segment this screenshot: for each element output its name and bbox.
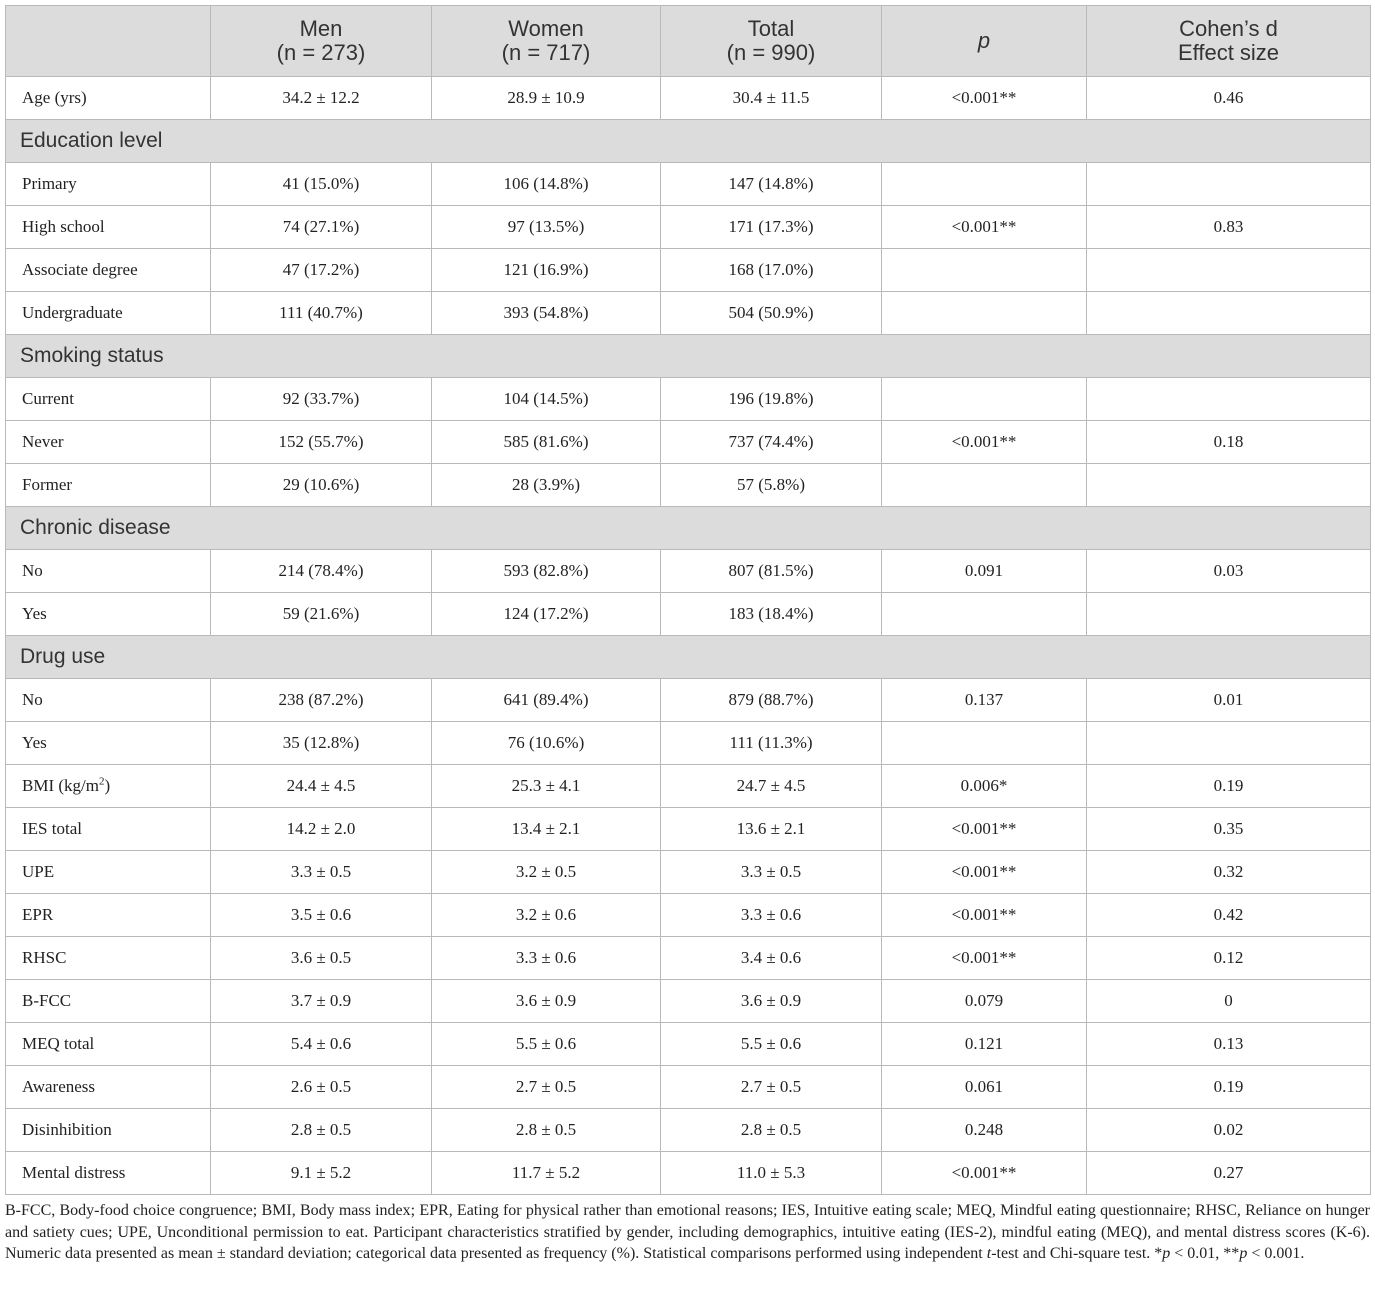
cell-effect-size [1087,464,1371,507]
cell-effect-size: 0.01 [1087,679,1371,722]
section-row [6,636,1371,679]
effect-line1: Cohen’s d [1179,16,1278,41]
table-row [6,550,1371,593]
header-p [882,6,1087,77]
cell-effect-size: 0.83 [1087,206,1371,249]
cell-effect-size: 0.46 [1087,77,1371,120]
table-row [6,851,1371,894]
cell-men: 29 (10.6%) [211,464,432,507]
cell-effect-size: 0.18 [1087,421,1371,464]
footnote-text: < 0.001. [1247,1245,1305,1262]
total-n: (n = 990) [726,40,816,65]
cell-p-value [882,163,1087,206]
table-row [6,1066,1371,1109]
row-label [6,808,211,851]
cell-men: 24.4 ± 4.5 [211,765,432,808]
men-n: (n = 273) [276,40,366,65]
cell-total: 3.4 ± 0.6 [661,937,882,980]
cell-effect-size: 0.35 [1087,808,1371,851]
row-label-text: UPE [22,862,55,881]
cell-men: 74 (27.1%) [211,206,432,249]
cell-effect-size: 0.19 [1087,765,1371,808]
row-label [6,1023,211,1066]
row-label-text: EPR [22,905,54,924]
row-label [6,249,211,292]
row-label [6,1066,211,1109]
table-row [6,808,1371,851]
cell-women: 106 (14.8%) [432,163,661,206]
table-header [6,6,1371,77]
cell-women: 11.7 ± 5.2 [432,1152,661,1195]
table-row [6,464,1371,507]
cell-p-value [882,292,1087,335]
row-label-text: Current [22,389,74,408]
cell-total: 879 (88.7%) [661,679,882,722]
cell-total: 504 (50.9%) [661,292,882,335]
row-label-text: RHSC [22,948,67,967]
cell-total: 2.7 ± 0.5 [661,1066,882,1109]
cell-p-value: 0.137 [882,679,1087,722]
cell-men: 5.4 ± 0.6 [211,1023,432,1066]
cell-total: 196 (19.8%) [661,378,882,421]
cell-men: 14.2 ± 2.0 [211,808,432,851]
cell-effect-size: 0.32 [1087,851,1371,894]
cell-effect-size: 0.42 [1087,894,1371,937]
cell-p-value: 0.061 [882,1066,1087,1109]
footnote-t: t [986,1245,992,1262]
cell-men: 34.2 ± 12.2 [211,77,432,120]
row-label [6,206,211,249]
row-label-text: Disinhibition [22,1120,112,1139]
section-heading: Chronic disease [6,507,1371,550]
cell-men: 92 (33.7%) [211,378,432,421]
cell-women: 28.9 ± 10.9 [432,77,661,120]
section-heading: Education level [6,120,1371,163]
cell-women: 28 (3.9%) [432,464,661,507]
cell-women: 2.7 ± 0.5 [432,1066,661,1109]
cell-total: 168 (17.0%) [661,249,882,292]
table-row [6,980,1371,1023]
row-label [6,292,211,335]
row-label-text: Age (yrs) [22,88,87,107]
cell-total: 3.6 ± 0.9 [661,980,882,1023]
row-label [6,550,211,593]
row-label [6,679,211,722]
section-row [6,507,1371,550]
cell-total: 807 (81.5%) [661,550,882,593]
row-label-text: BMI (kg/m [22,776,99,795]
row-label-text: Mental distress [22,1163,126,1182]
cell-p-value: 0.121 [882,1023,1087,1066]
cell-total: 171 (17.3%) [661,206,882,249]
row-label [6,851,211,894]
cell-women: 3.6 ± 0.9 [432,980,661,1023]
row-label-text: Undergraduate [22,303,123,322]
row-label [6,77,211,120]
cell-p-value: <0.001** [882,851,1087,894]
row-label [6,765,211,808]
cell-men: 3.5 ± 0.6 [211,894,432,937]
cell-effect-size: 0 [1087,980,1371,1023]
cell-women: 104 (14.5%) [432,378,661,421]
cell-total: 30.4 ± 11.5 [661,77,882,120]
cell-men: 3.6 ± 0.5 [211,937,432,980]
women-label: Women [508,16,584,41]
cell-women: 124 (17.2%) [432,593,661,636]
table-row [6,1109,1371,1152]
cell-p-value: 0.079 [882,980,1087,1023]
cell-p-value [882,249,1087,292]
cell-women: 121 (16.9%) [432,249,661,292]
table-container [5,5,1370,1195]
row-label-text: ) [104,776,111,795]
cell-effect-size [1087,249,1371,292]
cell-total: 13.6 ± 2.1 [661,808,882,851]
header-row [6,6,1371,77]
row-label-text: Primary [22,174,77,193]
cell-men: 214 (78.4%) [211,550,432,593]
row-label [6,1152,211,1195]
table-row [6,421,1371,464]
row-label-text: IES total [22,819,82,838]
row-label [6,378,211,421]
row-label [6,421,211,464]
cell-men: 152 (55.7%) [211,421,432,464]
footnote-text: B-FCC, Body-food choice congruence; BMI, Body mass index; EPR, Eating for physical rather than emotional reasons; IES, Intuitive eating scale; MEQ, Mindful eating questionnaire; RHSC, Reliance on hunger and satiety cues; UPE, Unconditional permission to eat. Participant characteristics stratified by gender, including demographics, intuitive eating (IES-2), mindful eating (MEQ), and mental distress scores (K-6). Numeric data presented as mean ± standard deviation; categorical data presented as frequency (%). Statistical comparisons performed using independent [5,1202,1370,1262]
cell-men: 35 (12.8%) [211,722,432,765]
cell-women: 2.8 ± 0.5 [432,1109,661,1152]
footnote-text: < 0.01, ** [1170,1245,1240,1262]
table-row [6,1023,1371,1066]
cell-total: 147 (14.8%) [661,163,882,206]
table-row [6,894,1371,937]
cell-women: 585 (81.6%) [432,421,661,464]
row-label-text: Never [22,432,64,451]
header-total [661,6,882,77]
total-label: Total [747,16,795,41]
cell-men: 59 (21.6%) [211,593,432,636]
cell-men: 111 (40.7%) [211,292,432,335]
row-label-text: MEQ total [22,1034,95,1053]
cell-effect-size [1087,722,1371,765]
cell-effect-size: 0.03 [1087,550,1371,593]
row-label [6,464,211,507]
cell-effect-size [1087,163,1371,206]
row-label [6,1109,211,1152]
p-label: p [977,28,991,53]
row-label [6,722,211,765]
section-heading: Drug use [6,636,1371,679]
cell-total: 183 (18.4%) [661,593,882,636]
row-label-text: B-FCC [22,991,72,1010]
row-label [6,593,211,636]
header-women [432,6,661,77]
effect-line2: Effect size [1177,40,1280,65]
header-men [211,6,432,77]
cell-men: 3.3 ± 0.5 [211,851,432,894]
cell-women: 97 (13.5%) [432,206,661,249]
cell-effect-size [1087,378,1371,421]
table-row [6,292,1371,335]
cell-p-value: 0.248 [882,1109,1087,1152]
row-label [6,937,211,980]
cell-women: 76 (10.6%) [432,722,661,765]
row-label-text: Associate degree [22,260,138,279]
cell-men: 2.6 ± 0.5 [211,1066,432,1109]
row-label-text: No [22,690,43,709]
cell-men: 41 (15.0%) [211,163,432,206]
cell-total: 3.3 ± 0.6 [661,894,882,937]
cell-p-value [882,593,1087,636]
cell-effect-size: 0.12 [1087,937,1371,980]
table-row [6,593,1371,636]
cell-women: 3.3 ± 0.6 [432,937,661,980]
footnote-p: p [1239,1245,1248,1262]
cell-women: 3.2 ± 0.6 [432,894,661,937]
cell-p-value: <0.001** [882,937,1087,980]
cell-men: 9.1 ± 5.2 [211,1152,432,1195]
cell-p-value: <0.001** [882,1152,1087,1195]
cell-total: 5.5 ± 0.6 [661,1023,882,1066]
cell-effect-size: 0.27 [1087,1152,1371,1195]
row-label-superscript: 2 [98,775,105,788]
section-row [6,335,1371,378]
table-row [6,937,1371,980]
row-label-text: Awareness [22,1077,96,1096]
table-row [6,722,1371,765]
cell-effect-size: 0.19 [1087,1066,1371,1109]
cell-p-value: <0.001** [882,894,1087,937]
footnote-text: -test and Chi-square test. * [991,1245,1163,1262]
cell-p-value: <0.001** [882,421,1087,464]
table-row [6,206,1371,249]
row-label [6,894,211,937]
table-row [6,1152,1371,1195]
cell-total: 3.3 ± 0.5 [661,851,882,894]
cell-total: 111 (11.3%) [661,722,882,765]
footnote-p: p [1162,1245,1171,1262]
cell-total: 11.0 ± 5.3 [661,1152,882,1195]
table-row [6,378,1371,421]
table-row [6,249,1371,292]
section-heading: Smoking status [6,335,1371,378]
row-label-text: Yes [22,733,47,752]
women-n: (n = 717) [501,40,591,65]
cell-p-value [882,464,1087,507]
table-row [6,77,1371,120]
cell-p-value [882,378,1087,421]
cell-p-value: <0.001** [882,206,1087,249]
row-label-text: Former [22,475,73,494]
row-label [6,980,211,1023]
row-label-text: Yes [22,604,47,623]
cell-effect-size [1087,292,1371,335]
cell-effect-size: 0.13 [1087,1023,1371,1066]
cell-p-value: <0.001** [882,77,1087,120]
cell-total: 2.8 ± 0.5 [661,1109,882,1152]
table-row [6,765,1371,808]
cell-women: 393 (54.8%) [432,292,661,335]
cell-p-value: 0.006* [882,765,1087,808]
cell-men: 2.8 ± 0.5 [211,1109,432,1152]
cell-women: 25.3 ± 4.1 [432,765,661,808]
cell-women: 3.2 ± 0.5 [432,851,661,894]
cell-p-value [882,722,1087,765]
men-label: Men [299,16,343,41]
cell-men: 3.7 ± 0.9 [211,980,432,1023]
cell-men: 47 (17.2%) [211,249,432,292]
row-label [6,163,211,206]
cell-p-value: <0.001** [882,808,1087,851]
section-row [6,120,1371,163]
cell-women: 593 (82.8%) [432,550,661,593]
cell-total: 24.7 ± 4.5 [661,765,882,808]
table-row [6,163,1371,206]
cell-effect-size [1087,593,1371,636]
cell-women: 641 (89.4%) [432,679,661,722]
table-footnote [5,1200,1370,1265]
cell-total: 57 (5.8%) [661,464,882,507]
header-effect-size [1087,6,1371,77]
table-body [6,77,1371,1195]
row-label-text: No [22,561,43,580]
table-row [6,679,1371,722]
cell-men: 238 (87.2%) [211,679,432,722]
cell-women: 13.4 ± 2.1 [432,808,661,851]
characteristics-table [5,5,1371,1195]
row-label-text: High school [22,217,105,236]
cell-p-value: 0.091 [882,550,1087,593]
header-empty-cell [6,6,211,77]
cell-women: 5.5 ± 0.6 [432,1023,661,1066]
cell-effect-size: 0.02 [1087,1109,1371,1152]
cell-total: 737 (74.4%) [661,421,882,464]
